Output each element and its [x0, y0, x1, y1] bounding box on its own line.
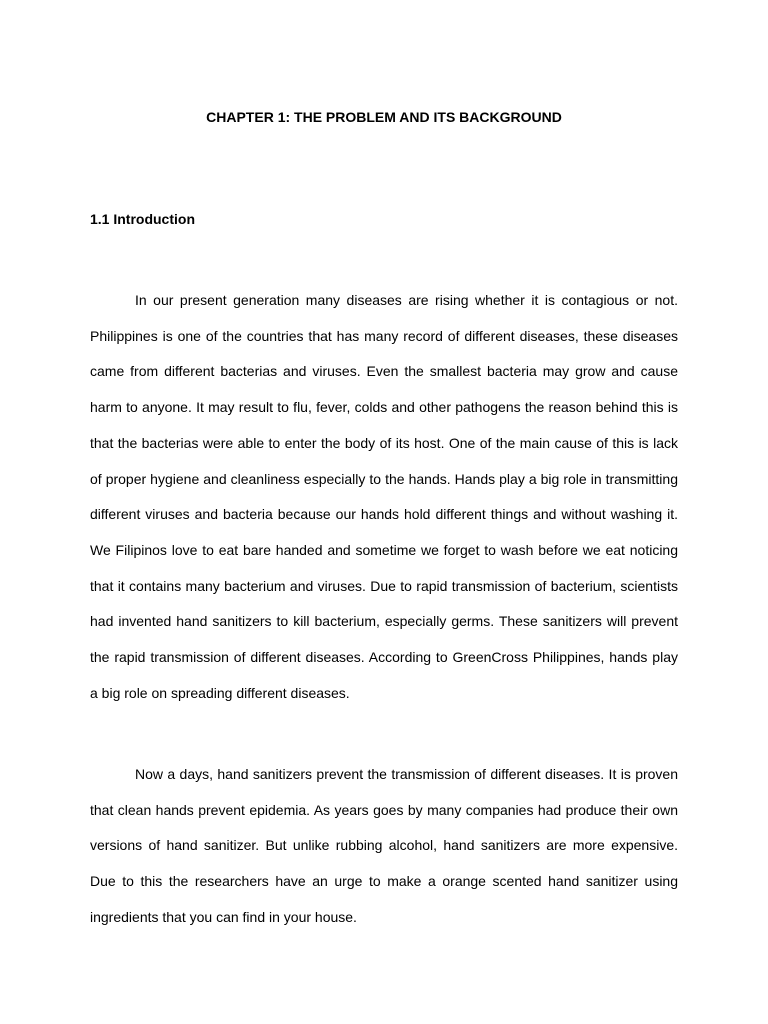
paragraph: Now a days, hand sanitizers prevent the transmission of different diseases. It is proven that clean hands prevent epidemia. As years goes by many companies had produce their own versions of hand sanitizer. But unlike rubbing alcohol, hand sanitizers are more expensive. Due to this the researchers have an urge to make a orange scented hand sanitizer using ingredients that you can find in your house. — [90, 766, 678, 925]
chapter-title: CHAPTER 1: THE PROBLEM AND ITS BACKGROUND — [206, 109, 562, 125]
paragraph: In our present generation many diseases are rising whether it is contagious or not. Philippines is one of the countries that has many record of different diseases, these diseases came from different bacterias and viruses. Even the smallest bacteria may grow and cause harm to anyone. It may result to flu, fever, colds and other pathogens the reason behind this is that the bacterias were able to enter the body of its host. One of the main cause of this is lack of proper hygiene and cleanliness especially to the hands. Hands play a big role in transmitting different viruses and bacteria because our hands hold different things and without washing it. We Filipinos love to eat bare handed and sometime we forget to wash before we eat noticing that it contains many bacterium and viruses. Due to rapid transmission of bacterium, scientists had invented hand sanitizers to kill bacterium, especially germs. These sanitizers will prevent the rapid transmission of different diseases. According to GreenCross Philippines, hands play a big role on spreading different diseases. — [90, 292, 678, 701]
section-heading: 1.1 Introduction — [90, 211, 195, 227]
